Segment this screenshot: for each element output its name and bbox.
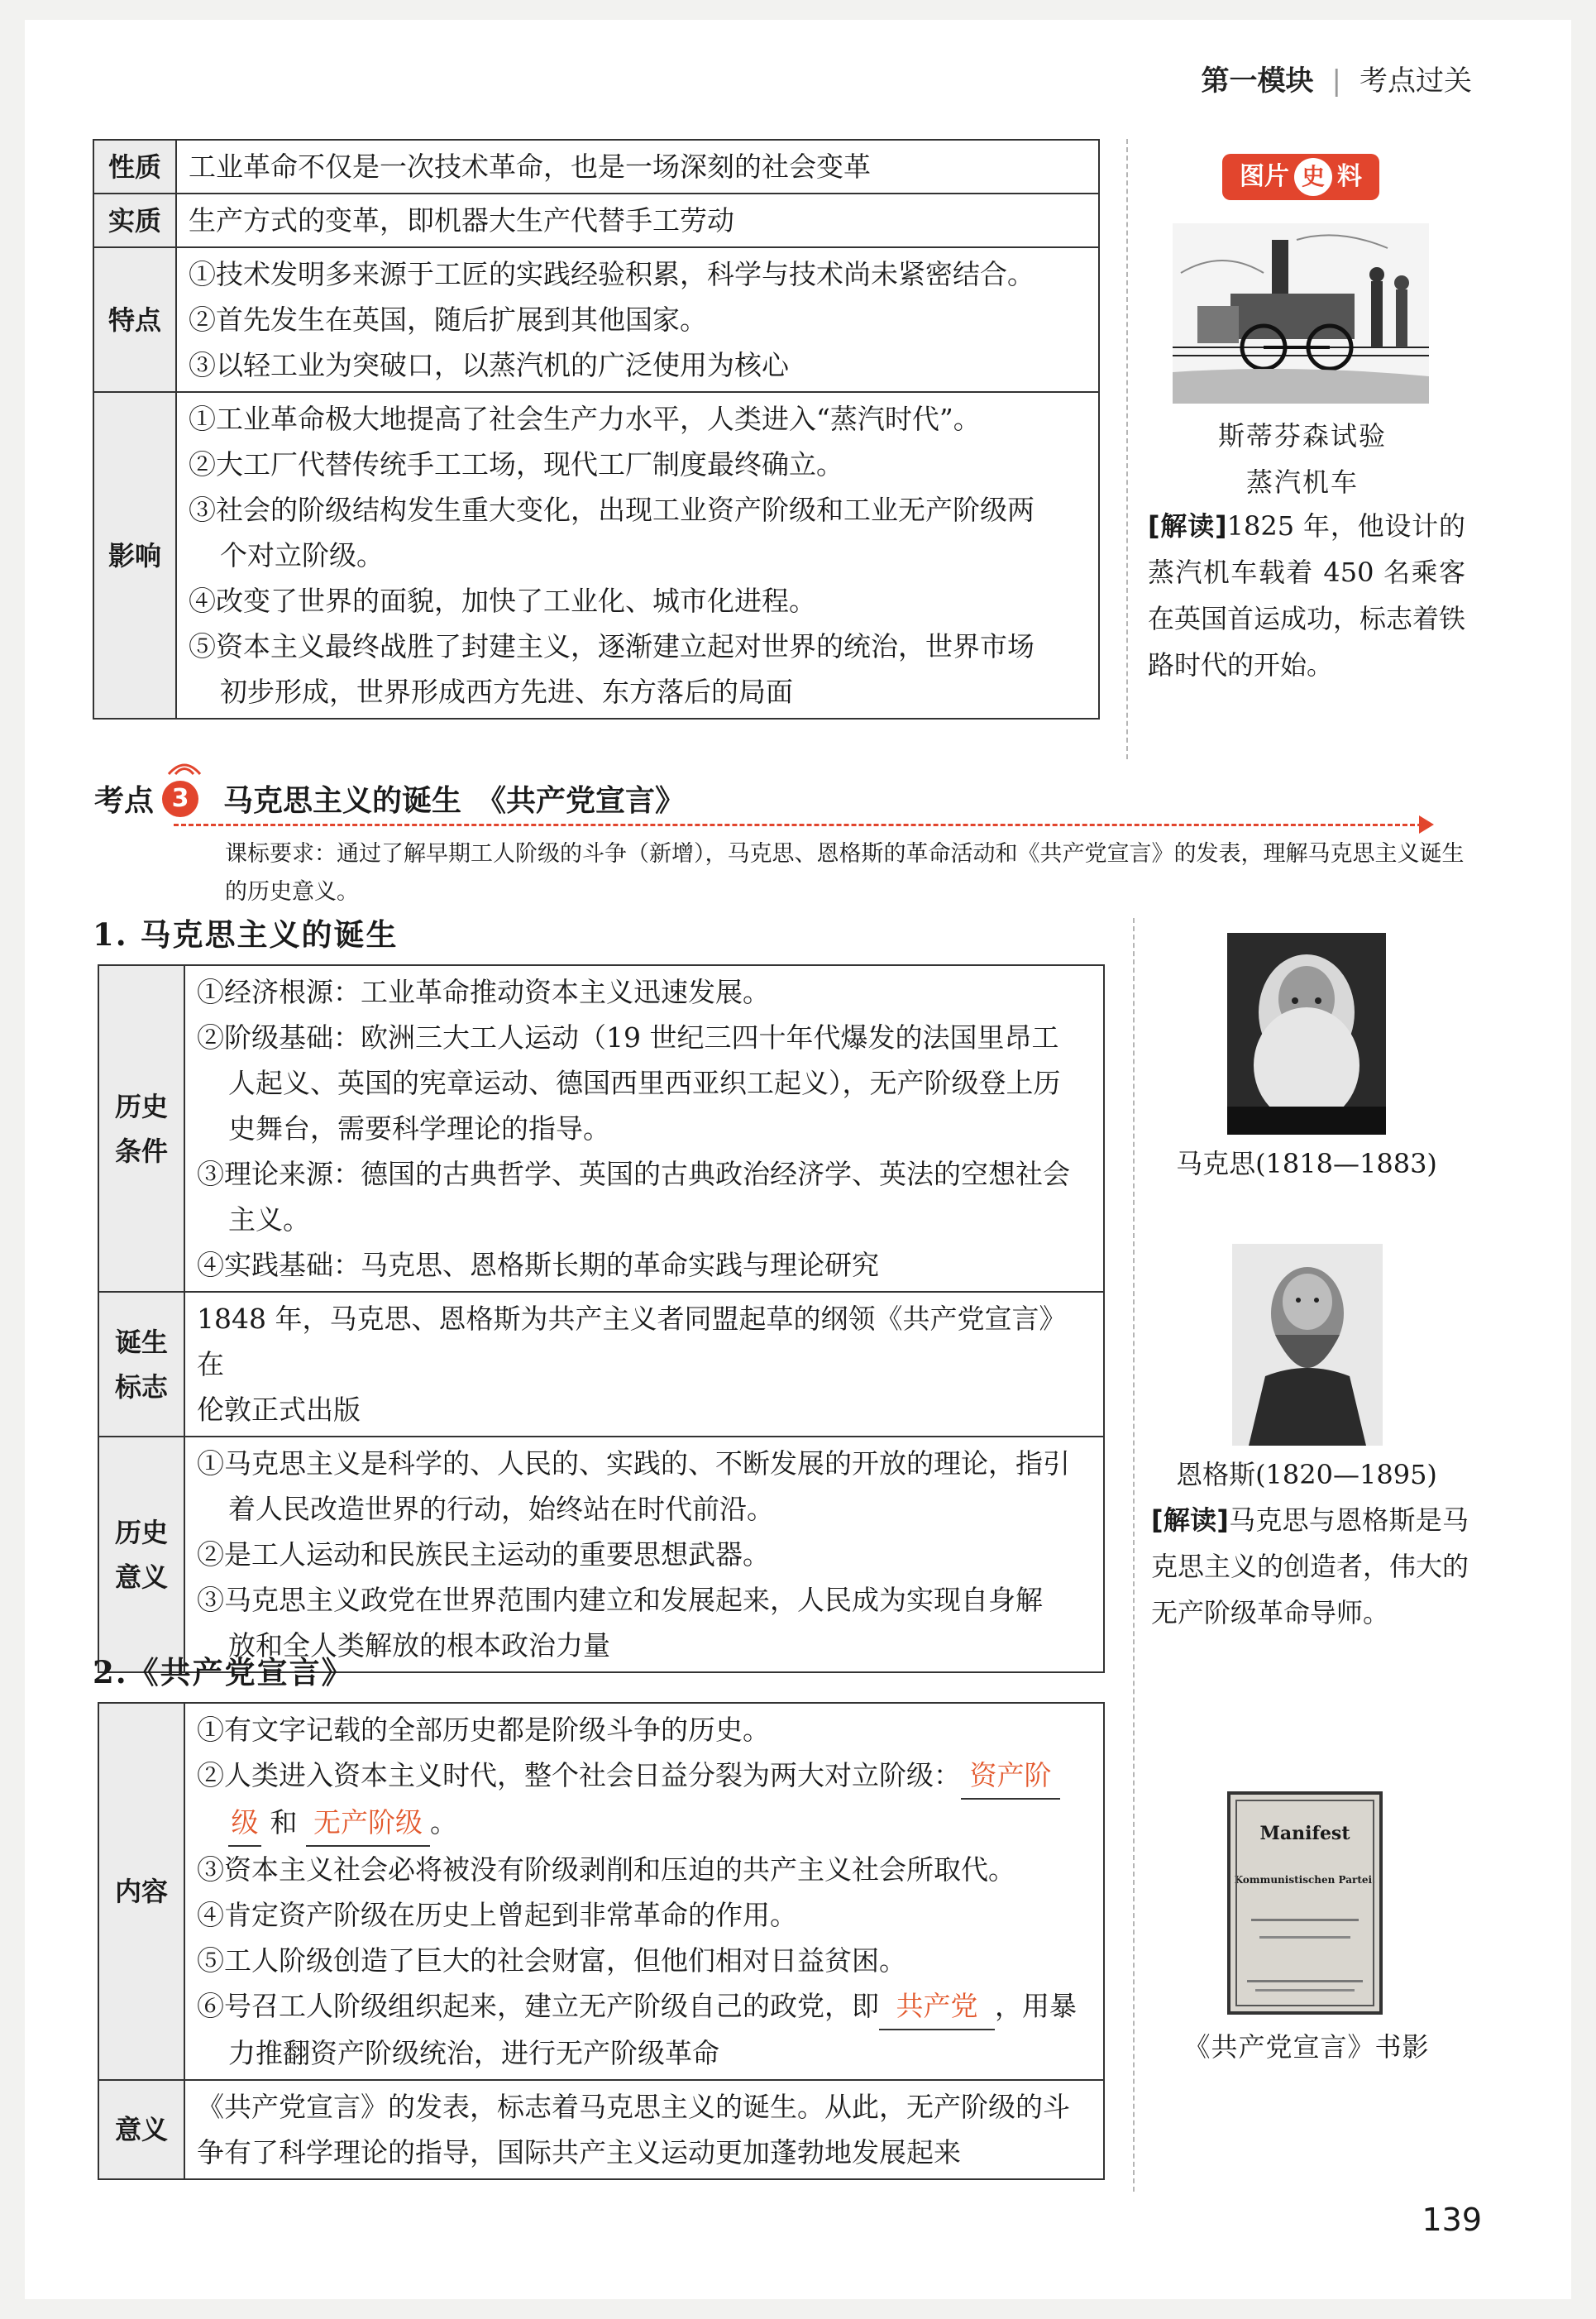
row-line: ③马克思主义政党在世界范围内建立和发展起来，人民成为实现自身解 [197, 1584, 1043, 1616]
table-row [93, 247, 1099, 392]
row-cell [176, 247, 1099, 392]
row-cell [184, 965, 1104, 1292]
steam-locomotive-engraving [1173, 223, 1429, 404]
manifesto-inner-border [1235, 1800, 1374, 2006]
line-text: ，用暴 [995, 1990, 1077, 2022]
row-line: ①马克思主义是科学的、人民的、实践的、不断发展的开放的理论，指引 [197, 1447, 1070, 1480]
row-line: ①技术发明多来源于工匠的实践经验积累，科学与技术尚未紧密结合。 [189, 258, 1035, 290]
note-text: 1825 年，他设计的蒸汽机车载着 450 名乘客在英国首运成功，标志着铁路时代的开始。 [1148, 510, 1466, 681]
note-text: 马克思与恩格斯是马克思主义的创造者，伟大的无产阶级革命导师。 [1151, 1504, 1469, 1628]
row-line: 人起义、英国的宪章运动、德国西里西亚织工起义），无产阶级登上历 [228, 1067, 1061, 1099]
industrial-revolution-table [93, 139, 1100, 720]
kaodian-label: 考点 [94, 784, 155, 818]
manifesto-caption: 《共产党宣言》书影 [1183, 2031, 1430, 2063]
row-line: ④改变了世界的面貌，加快了工业化、城市化进程。 [189, 585, 816, 617]
row-line: ②大工厂代替传统手工工场，现代工厂制度最终确立。 [189, 448, 843, 481]
row-line: 伦敦正式出版 [197, 1394, 361, 1426]
row-cell [176, 392, 1099, 719]
row-line: ③以轻工业为突破口，以蒸汽机的广泛使用为核心 [189, 349, 789, 381]
arrow-right-icon [1419, 815, 1434, 834]
table-row [98, 1292, 1104, 1437]
row-line: ③资本主义社会必将被没有阶级剥削和压迫的共产主义社会所取代。 [197, 1853, 1015, 1886]
row-line: 史舞台，需要科学理论的指导。 [228, 1112, 610, 1145]
row-head: 实质 [93, 194, 176, 247]
picture-history-badge [1222, 154, 1379, 200]
marx-caption: 马克思(1818—1883) [1176, 1148, 1437, 1179]
row-line: ①有文字记载的全部历史都是阶级斗争的历史。 [197, 1714, 770, 1746]
row-line: 初步形成，世界形成西方先进、东方落后的局面 [220, 676, 793, 708]
note-label: [解读] [1148, 510, 1227, 542]
row-line: 个对立阶级。 [220, 539, 384, 571]
answer-blank: 级 [228, 1800, 261, 1847]
row-cell [184, 1703, 1104, 2080]
badge-text-right: 料 [1337, 162, 1362, 191]
locomotive-caption-1: 斯蒂芬森试验 [1217, 420, 1387, 452]
column-divider [1133, 918, 1135, 2192]
section-label: 考点过关 [1359, 65, 1472, 98]
line-text: ⑥号召工人阶级组织起来，建立无产阶级自己的政党，即 [197, 1990, 879, 2022]
locomotive-caption-2: 蒸汽机车 [1245, 466, 1359, 498]
row-line: 1848 年，马克思、恩格斯为共产主义者同盟起草的纲领《共产党宣言》在 [197, 1303, 1067, 1380]
page-header: 第一模块 | 考点过关 [1201, 65, 1472, 98]
line-text: ②人类进入资本主义时代，整个社会日益分裂为两大对立阶级： [197, 1759, 961, 1791]
row-cell [184, 1437, 1104, 1672]
signal-waves-icon [162, 758, 207, 776]
locomotive-note [1148, 503, 1465, 688]
table-row [98, 1437, 1104, 1672]
kaodian-heading: 马克思主义的诞生 《共产党宣言》 [223, 784, 686, 818]
kaodian-number-icon: 3 [162, 781, 198, 817]
row-line: 力推翻资产阶级统治，进行无产阶级革命 [228, 2037, 719, 2069]
table-row [98, 1703, 1104, 2080]
marx-portrait [1227, 933, 1386, 1135]
line-text: 。 [430, 1806, 457, 1838]
line-text: 和 [270, 1806, 298, 1838]
row-line: ④肯定资产阶级在历史上曾起到非常革命的作用。 [197, 1899, 797, 1931]
manifesto-title-1: Manifest [1259, 1823, 1350, 1844]
row-head: 历史 意义 [98, 1437, 184, 1672]
marxism-birth-table [98, 964, 1105, 1673]
row-head: 意义 [98, 2080, 184, 2179]
table-row [93, 194, 1099, 247]
row-head: 诞生 标志 [98, 1292, 184, 1437]
module-label: 第一模块 [1201, 65, 1314, 98]
row-head: 影响 [93, 392, 176, 719]
row-line: ②是工人运动和民族民主运动的重要思想武器。 [197, 1538, 770, 1571]
page-number: 139 [1422, 2202, 1482, 2238]
row-line: 争有了科学理论的指导，国际共产主义运动更加蓬勃地发展起来 [197, 2136, 961, 2168]
row-cell [184, 2080, 1104, 2179]
kaodian-dashed-line [174, 824, 1422, 826]
table-row [93, 392, 1099, 719]
curriculum-requirement: 课标要求：通过了解早期工人阶级的斗争（新增），马克思、恩格斯的革命活动和《共产党宣言》的发表，理解马克思主义诞生的历史意义。 [225, 841, 1465, 905]
manifesto-cover [1227, 1791, 1383, 2015]
row-head: 内容 [98, 1703, 184, 2080]
badge-text-left: 图片 [1240, 162, 1289, 191]
row-line: 《共产党宣言》的发表，标志着马克思主义的诞生。从此，无产阶级的斗 [197, 2091, 1070, 2123]
row-head: 特点 [93, 247, 176, 392]
manifesto-table [98, 1702, 1105, 2180]
badge-history-icon: 史 [1294, 158, 1332, 196]
row-line [197, 1752, 1092, 1800]
row-cell [184, 1292, 1104, 1437]
row-head: 性质 [93, 140, 176, 194]
row-line: ②阶级基础：欧洲三大工人运动（19 世纪三四十年代爆发的法国里昂工 [197, 1021, 1059, 1054]
answer-blank: 资产阶 [961, 1752, 1060, 1800]
row-line: 生产方式的变革，即机器大生产代替手工劳动 [176, 194, 1099, 247]
table-row [98, 2080, 1104, 2179]
row-line [197, 1983, 1092, 2030]
row-line: ③社会的阶级结构发生重大变化，出现工业资产阶级和工业无产阶级两 [189, 494, 1035, 526]
row-line: ②首先发生在英国，随后扩展到其他国家。 [189, 304, 707, 336]
note-label: [解读] [1151, 1504, 1229, 1536]
engels-caption: 恩格斯(1820—1895) [1176, 1459, 1437, 1490]
row-line: ③理论来源：德国的古典哲学、英国的古典政治经济学、英法的空想社会 [197, 1158, 1070, 1190]
column-divider [1126, 139, 1128, 759]
row-line [197, 1800, 1092, 1847]
marx-engels-note [1151, 1497, 1469, 1636]
engels-portrait [1232, 1244, 1383, 1446]
answer-blank: 共产党 [879, 1983, 995, 2030]
answer-blank: 无产阶级 [306, 1800, 430, 1847]
section-title: 1. 马克思主义的诞生 [93, 916, 399, 953]
table-row [93, 140, 1099, 194]
row-line: ⑤资本主义最终战胜了封建主义，逐渐建立起对世界的统治，世界市场 [189, 630, 1035, 662]
row-line: ①经济根源：工业革命推动资本主义迅速发展。 [197, 976, 770, 1008]
table-row [98, 965, 1104, 1292]
section-title: 2.《共产党宣言》 [93, 1654, 354, 1690]
row-line: ⑤工人阶级创造了巨大的社会财富，但他们相对日益贫困。 [197, 1944, 906, 1977]
row-line: 主义。 [228, 1203, 310, 1236]
row-line: ①工业革命极大地提高了社会生产力水平，人类进入“蒸汽时代”。 [189, 403, 981, 435]
row-line: ④实践基础：马克思、恩格斯长期的革命实践与理论研究 [197, 1249, 879, 1281]
kaodian-title [94, 777, 685, 820]
row-line: 工业革命不仅是一次技术革命，也是一场深刻的社会变革 [176, 140, 1099, 194]
row-line: 放和全人类解放的根本政治力量 [228, 1629, 610, 1662]
row-line: 着人民改造世界的行动，始终站在时代前沿。 [228, 1493, 774, 1525]
manifesto-title-2: Kommunistischen Partei. [1234, 1874, 1376, 1886]
row-head: 历史 条件 [98, 965, 184, 1292]
